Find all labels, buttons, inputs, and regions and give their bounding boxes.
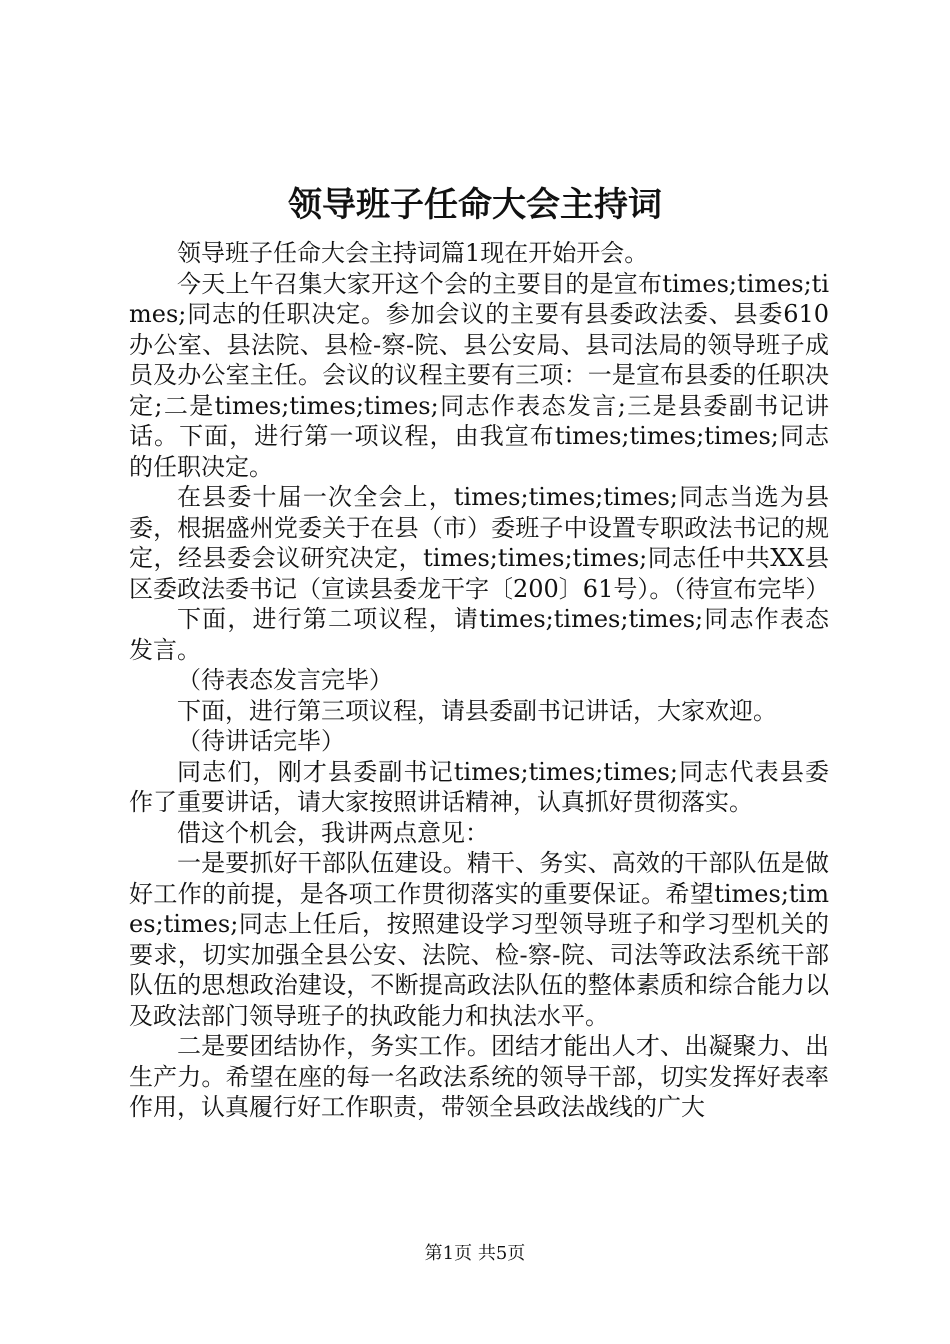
- page-number-footer: 第1页 共5页: [424, 1243, 526, 1264]
- paragraph-9: 借这个机会，我讲两点意见：: [177, 818, 489, 847]
- paragraph-2: 今天上午召集大家开这个会的主要目的是宣布times;times;times;同志的任职决定。参加会议的主要有县委政法委、县委610办公室、县法院、县检-察-院、县公安局、县司法局的领导班子成员及办公室主任。会议的议程主要有三项：一是宣布县委的任职决定;二是times;times;times;同志作表态发言;三是县委副书记讲话。下面，进行第一项议程，由我宣布times;times;times;同志的任职决定。: [129, 269, 829, 481]
- paragraph-11: 二是要团结协作，务实工作。团结才能出人才、出凝聚力、出生产力。希望在座的每一名政法系统的领导干部，切实发挥好表率作用，认真履行好工作职责，带领全县政法战线的广大: [129, 1032, 829, 1121]
- paragraph-1: 领导班子任命大会主持词篇1现在开始开会。: [177, 239, 649, 267]
- paragraph-4: 下面，进行第二项议程，请times;times;times;同志作表态发言。: [129, 605, 829, 664]
- paragraph-10: 一是要抓好干部队伍建设。精干、务实、高效的干部队伍是做好工作的前提，是各项工作贯彻落实的重要保证。希望times;times;times;同志上任后，按照建设学习型领导班子和学习型机关的要求，切实加强全县公安、法院、检-察-院、司法等政法系统干部队伍的思想政治建设，不断提高政法队伍的整体素质和综合能力以及政法部门领导班子的执政能力和执法水平。: [129, 849, 829, 1030]
- document-title: 领导班子任命大会主持词: [288, 185, 662, 225]
- paragraph-6: 下面，进行第三项议程，请县委副书记讲话，大家欢迎。: [177, 696, 777, 725]
- paragraph-7: （待讲话完毕）: [177, 727, 345, 755]
- paragraph-3: 在县委十届一次全会上，times;times;times;同志当选为县委，根据盛州党委关于在县（市）委班子中设置专职政法书记的规定，经县委会议研究决定，times;times;times;同志任中共XX县区委政法委书记（宣读县委龙干字〔200〕61号）。（待宣布完毕）: [129, 483, 830, 603]
- document-body: [129, 238, 829, 1123]
- paragraph-5: （待表态发言完毕）: [177, 666, 393, 694]
- paragraph-8: 同志们，刚才县委副书记times;times;times;同志代表县委作了重要讲话，请大家按照讲话精神，认真抓好贯彻落实。: [129, 757, 829, 816]
